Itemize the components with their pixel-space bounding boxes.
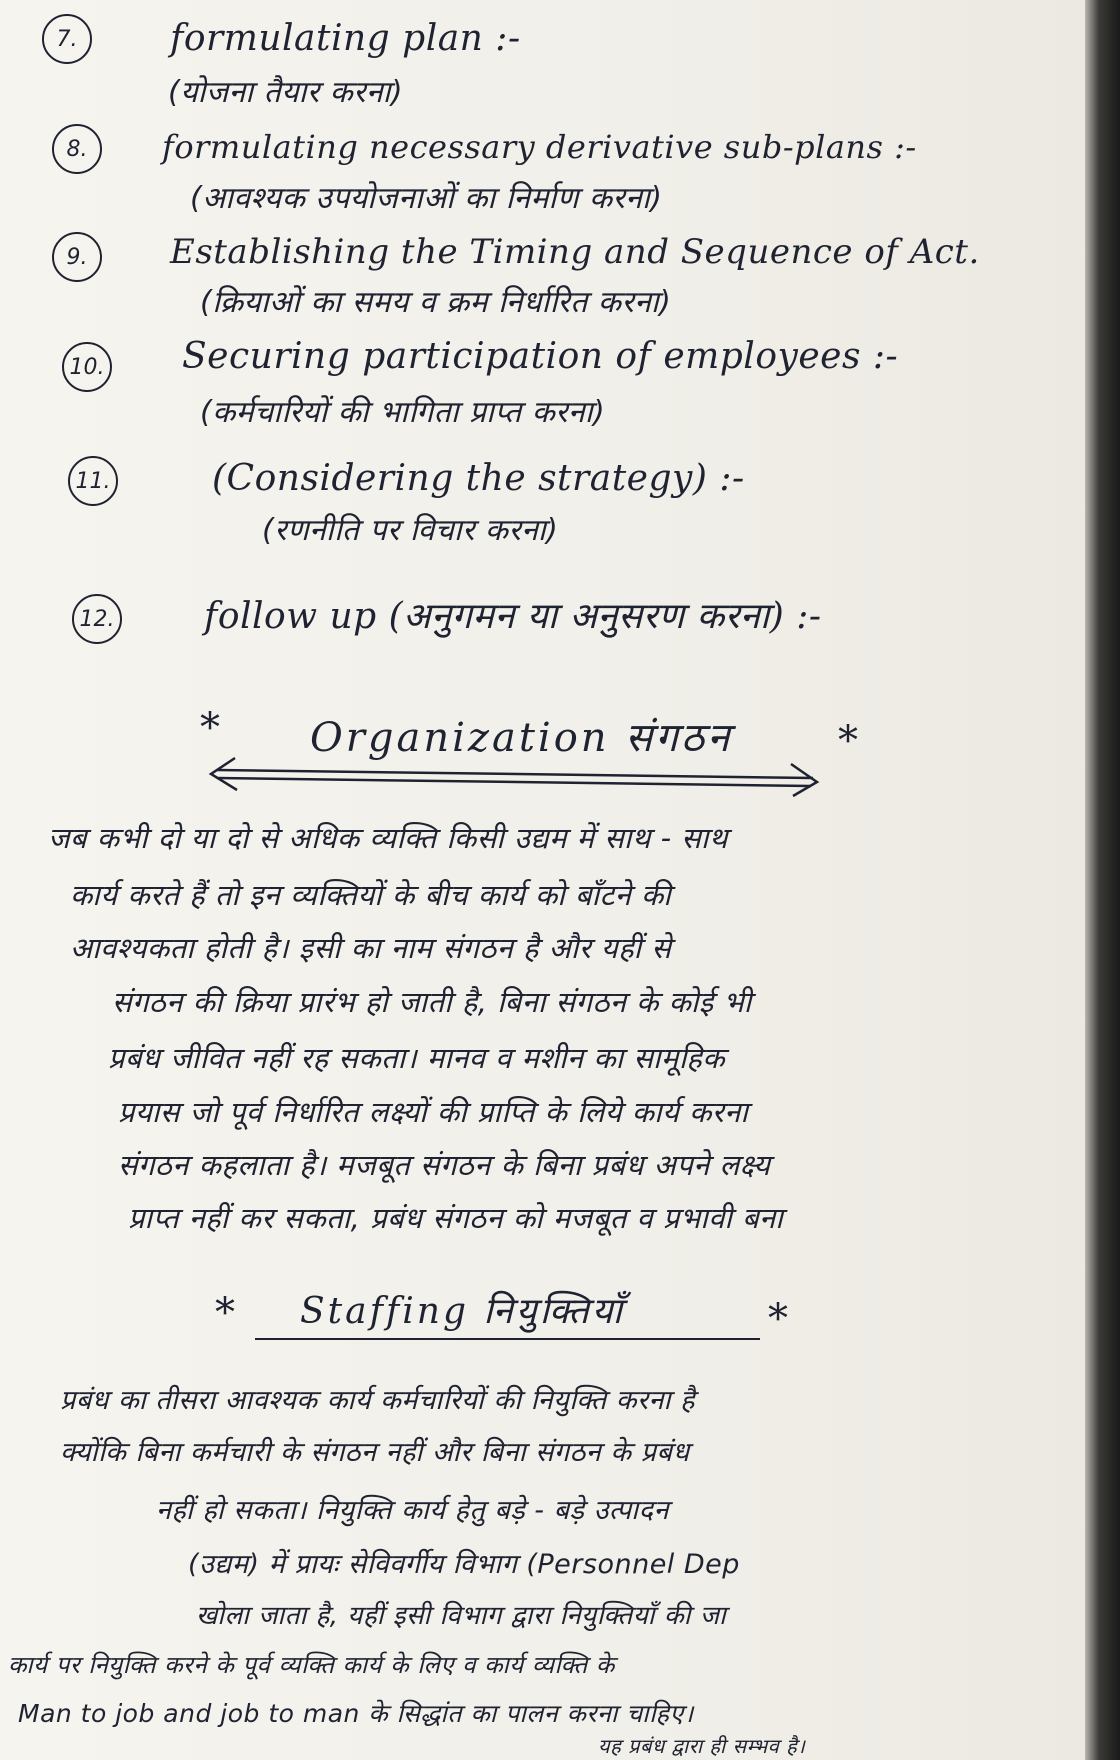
item-10-hindi: (कर्मचारियों की भागिता प्राप्त करना) bbox=[200, 395, 606, 430]
staffing-line-4: (उद्यम) में प्रायः सेविवर्गीय विभाग (Personnel Dep bbox=[188, 1549, 740, 1580]
double-arrow-underline bbox=[205, 752, 825, 798]
organization-line-5: प्रबंध जीवित नहीं रह सकता। मानव व मशीन का सामूहिक bbox=[108, 1041, 726, 1075]
staffing-underline bbox=[255, 1338, 760, 1340]
item-8-number: 8. bbox=[52, 124, 102, 174]
item-12-number: 12. bbox=[72, 594, 122, 644]
organization-line-2: कार्य करते हैं तो इन व्यक्तियों के बीच कार्य को बाँटने की bbox=[70, 878, 672, 912]
item-9-hindi: (क्रियाओं का समय व क्रम निर्धारित करना) bbox=[200, 285, 672, 320]
item-7-number: 7. bbox=[42, 14, 92, 64]
item-11-number: 11. bbox=[68, 456, 118, 506]
organization-line-8: प्राप्त नहीं कर सकता, प्रबंध संगठन को मजबूत व प्रभावी बना bbox=[128, 1201, 784, 1235]
organization-line-6: प्रयास जो पूर्व निर्धारित लक्ष्यों की प्राप्ति के लिये कार्य करना bbox=[118, 1095, 749, 1129]
item-7-hindi: (योजना तैयार करना) bbox=[168, 75, 404, 110]
staffing-star-right: * bbox=[768, 1296, 788, 1342]
notebook-binding-edge bbox=[1085, 0, 1120, 1760]
staffing-line-3: नहीं हो सकता। नियुक्ति कार्य हेतु बड़े - बड़े उत्पादन bbox=[156, 1495, 669, 1526]
item-10-title: Securing participation of employees :- bbox=[182, 336, 899, 377]
organization-line-4: संगठन की क्रिया प्रारंभ हो जाती है, बिना संगठन के कोई भी bbox=[112, 985, 752, 1019]
item-10-number: 10. bbox=[62, 342, 112, 392]
item-12-title: follow up (अनुगमन या अनुसरण करना) :- bbox=[204, 596, 822, 637]
organization-star-left: * bbox=[200, 705, 220, 751]
staffing-line-8: यह प्रबंध द्वारा ही सम्भव है। bbox=[598, 1734, 806, 1758]
item-7-title: formulating plan :- bbox=[170, 18, 521, 59]
staffing-line-2: क्योंकि बिना कर्मचारी के संगठन नहीं और बिना संगठन के प्रबंध bbox=[60, 1437, 690, 1468]
item-11-title: (Considering the strategy) :- bbox=[212, 458, 745, 499]
item-9-title: Establishing the Timing and Sequence of Act. bbox=[170, 232, 980, 272]
item-9-number: 9. bbox=[52, 232, 102, 282]
staffing-line-7: Man to job and job to man के सिद्धांत का पालन करना चाहिए। bbox=[18, 1699, 694, 1728]
staffing-heading: Staffing नियुक्तियाँ bbox=[300, 1291, 625, 1332]
organization-line-3: आवश्यकता होती है। इसी का नाम संगठन है और यहीं से bbox=[70, 931, 672, 965]
item-11-hindi: (रणनीति पर विचार करना) bbox=[262, 513, 559, 548]
staffing-star-left: * bbox=[215, 1290, 235, 1336]
staffing-line-6: कार्य पर नियुक्ति करने के पूर्व व्यक्ति कार्य के लिए व कार्य व्यक्ति के bbox=[8, 1651, 615, 1679]
organization-heading: Organization संगठन bbox=[310, 715, 733, 761]
organization-line-7: संगठन कहलाता है। मजबूत संगठन के बिना प्रबंध अपने लक्ष्य bbox=[118, 1148, 771, 1182]
staffing-line-1: प्रबंध का तीसरा आवश्यक कार्य कर्मचारियों की नियुक्ति करना है bbox=[60, 1385, 695, 1416]
organization-line-1: जब कभी दो या दो से अधिक व्यक्ति किसी उद्यम में साथ - साथ bbox=[48, 821, 728, 855]
staffing-line-5: खोला जाता है, यहीं इसी विभाग द्वारा नियुक्तियाँ की जा bbox=[196, 1601, 727, 1631]
item-8-hindi: (आवश्यक उपयोजनाओं का निर्माण करना) bbox=[190, 181, 663, 216]
organization-star-right: * bbox=[838, 718, 858, 764]
item-8-title: formulating necessary derivative sub-plans :- bbox=[162, 128, 917, 166]
